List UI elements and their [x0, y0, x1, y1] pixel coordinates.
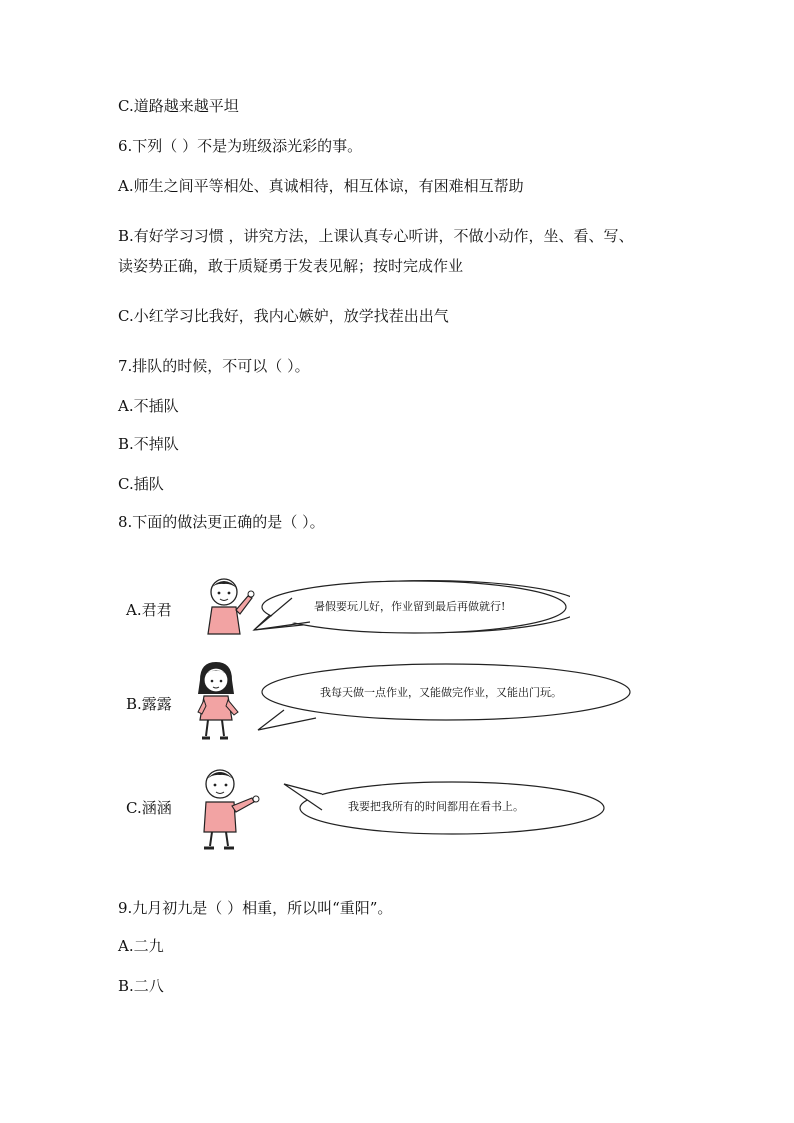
boy-hanhan-illustration: [198, 764, 262, 854]
q8-stem: 8.下面的做法更正确的是（ ）。: [118, 513, 325, 531]
speech-text-b: 我每天做一点作业，又能做完作业，又能出门玩。: [320, 686, 562, 699]
q8-scene-c: [0, 760, 794, 856]
q8-scene-c-label: C.涵涵: [126, 799, 172, 817]
q7-option-c: C.插队: [118, 475, 164, 493]
q7-option-b: B.不掉队: [118, 435, 179, 453]
boy-junjun-illustration: [196, 574, 256, 638]
q5-option-c: C.道路越来越平坦: [118, 97, 239, 115]
q6-option-b-line1: B.有好学习习惯 ，讲究方法，上课认真专心听讲，不做小动作，坐、看、写、: [118, 227, 634, 245]
q9-option-b: B.二八: [118, 977, 164, 995]
q6-option-c: C.小红学习比我好，我内心嫉妒，放学找茬出出气: [118, 307, 449, 325]
q8-scene-b: [0, 656, 794, 746]
q8-scene-b-label: B.露露: [126, 695, 172, 713]
q9-option-a: A.二九: [118, 937, 164, 955]
q7-stem: 7.排队的时候，不可以（ ）。: [118, 357, 310, 375]
girl-lulu-illustration: [192, 660, 242, 744]
q9-stem: 9.九月初九是（ ）相重，所以叫“重阳”。: [118, 899, 393, 917]
q8-scene-a: [0, 570, 794, 642]
q6-option-a: A.师生之间平等相处、真诚相待，相互体谅，有困难相互帮助: [118, 177, 524, 195]
speech-text-c: 我要把我所有的时间都用在看书上。: [348, 800, 524, 813]
q6-stem: 6.下列（ ）不是为班级添光彩的事。: [118, 137, 363, 155]
q7-option-a: A.不插队: [118, 397, 179, 415]
q6-option-b-line2: 读姿势正确，敢于质疑勇于发表见解；按时完成作业: [118, 257, 464, 275]
q8-scene-a-label: A.君君: [126, 601, 172, 619]
speech-text-a: 暑假要玩儿好，作业留到最后再做就行!: [314, 600, 506, 613]
